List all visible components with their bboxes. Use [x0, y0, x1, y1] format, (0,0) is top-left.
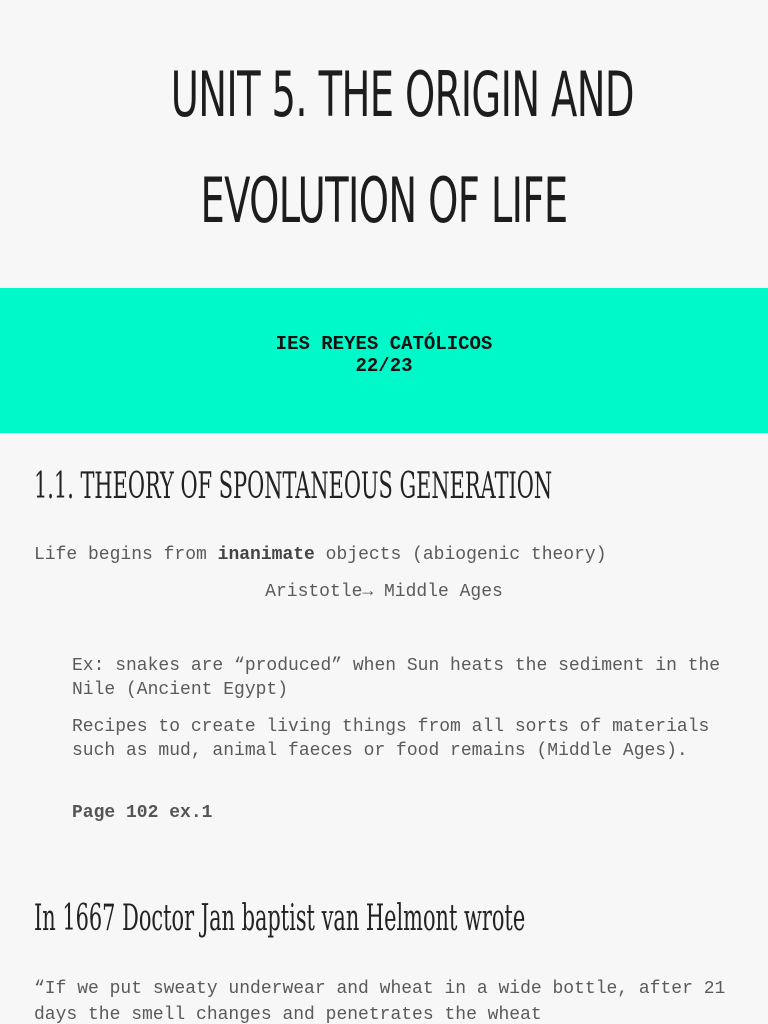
- intro-text-start: Life begins from: [34, 545, 218, 565]
- intro-text-bold: inanimate: [217, 545, 315, 565]
- section-heading-van-helmont: In 1667 Doctor Jan baptist van Helmont wrote: [34, 898, 526, 939]
- school-info: [0, 333, 768, 377]
- title-slide: [0, 0, 768, 288]
- timeline-text: Aristotle→ Middle Ages: [265, 582, 503, 602]
- slide-title: [170, 42, 634, 254]
- intro-text-end: objects (abiogenic theory): [314, 545, 607, 565]
- example-text: Ex: snakes are “produced” when Sun heats the sediment in the Nile (Ancient Egypt): [72, 656, 731, 700]
- slide-title-line-2: EVOLUTION OF LIFE: [200, 164, 568, 237]
- slide-title-line-1: UNIT 5. THE ORIGIN AND: [170, 58, 634, 131]
- recipes-text: Recipes to create living things from all sorts of materials such as mud, animal faeces or food remains (Middle Ages).: [72, 717, 721, 761]
- school-name: IES REYES CATÓLICOS: [275, 333, 493, 355]
- intro-text: [34, 543, 607, 567]
- school-year: 22/23: [355, 355, 413, 377]
- exercise-reference: Page 102 ex.1: [72, 803, 213, 823]
- van-helmont-quote: “If we put sweaty underwear and wheat in a wide bottle, after 21 days the smell changes and penetrates the wheat: [34, 979, 737, 1024]
- section-heading-spontaneous-generation: 1.1. THEORY OF SPONTANEOUS GENERATION: [34, 466, 553, 507]
